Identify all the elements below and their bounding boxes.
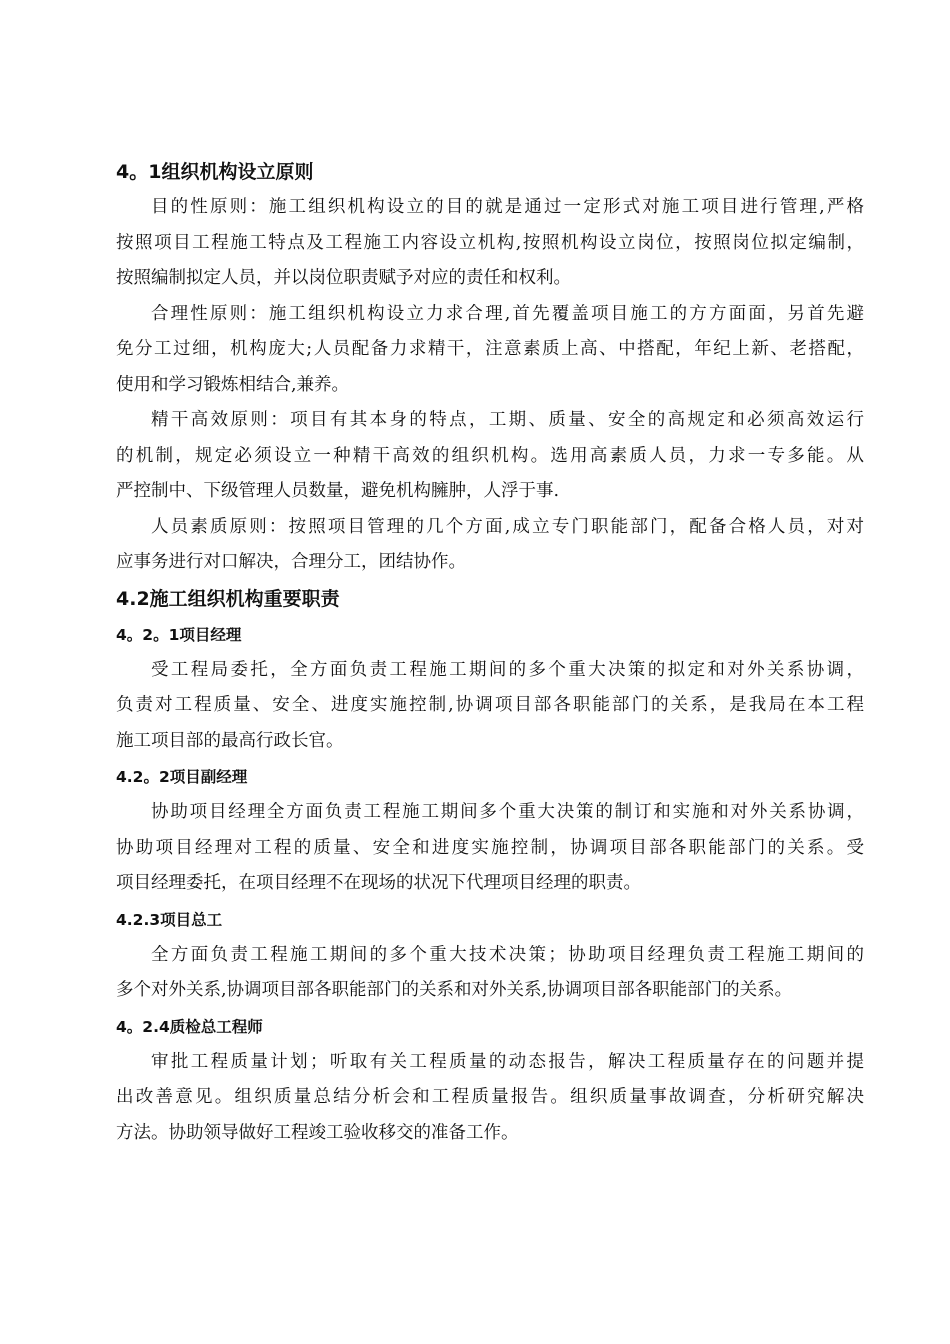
text-line: 合理性原则：施工组织机构设立力求合理,首先覆盖项目施工的方方面面，另首先避 [151,303,864,324]
text-line: 应事务进行对口解决，合理分工，团结协作。 [116,552,466,572]
text-line: 审批工程质量计划；听取有关工程质量的动态报告，解决工程质量存在的问题并提 [151,1051,864,1072]
text-line: 严控制中、下级管理人员数量，避免机构臃肿，人浮于事. [116,481,560,501]
text-line: 按照项目工程施工特点及工程施工内容设立机构,按照机构设立岗位，按照岗位拟定编制， [116,232,864,253]
text-line: 施工项目部的最高行政长官。 [116,730,344,751]
text-line: 全方面负责工程施工期间的多个重大技术决策；协助项目经理负责工程施工期间的 [151,944,864,965]
text-line: 的机制，规定必须设立一种精干高效的组织机构。选用高素质人员，力求一专多能。从 [116,445,864,466]
paragraph-deputy-manager [116,795,864,902]
paragraph-chief-engineer [116,938,864,1009]
paragraph-rationality-principle [116,297,864,404]
text-line: 项目经理委托，在项目经理不在现场的状况下代理项目经理的职责。 [116,873,641,893]
paragraph-purpose-principle [116,190,864,297]
subsection-heading-4-2-1: 4。2。1项目经理 [116,625,242,644]
text-line: 目的性原则：施工组织机构设立的目的就是通过一定形式对施工项目进行管理,严格 [151,197,864,217]
section-heading-4-2: 4.2施工组织机构重要职责 [116,587,340,610]
paragraph-efficiency-principle [116,403,864,510]
text-line: 协助项目经理全方面负责工程施工期间多个重大决策的制订和实施和对外关系协调， [151,802,864,822]
text-line: 免分工过细，机构庞大;人员配备力求精干，注意素质上高、中搭配，年纪上新、老搭配， [116,339,864,359]
subsection-heading-4-2-2: 4.2。2项目副经理 [116,768,248,786]
section-heading-4-1: 4。1组织机构设立原则 [116,161,314,183]
text-line: 负责对工程质量、安全、进度实施控制,协调项目部各职能部门的关系，是我局在本工程 [116,695,864,715]
text-line: 多个对外关系,协调项目部各职能部门的关系和对外关系,协调项目部各职能部门的关系。 [116,980,793,1000]
subsection-heading-4-2-3: 4.2.3项目总工 [116,910,223,929]
text-line: 方法。协助领导做好工程竣工验收移交的准备工作。 [116,1122,519,1143]
paragraph-personnel-principle [116,510,864,581]
text-line: 人员素质原则：按照项目管理的几个方面,成立专门职能部门，配备合格人员，对对 [151,516,864,537]
text-line: 协助项目经理对工程的质量、安全和进度实施控制，协调项目部各职能部门的关系。受 [116,837,864,858]
subsection-heading-4-2-4: 4。2.4质检总工程师 [116,1017,263,1036]
text-line: 受工程局委托，全方面负责工程施工期间的多个重大决策的拟定和对外关系协调， [151,659,864,680]
document-body [116,154,864,1151]
paragraph-quality-engineer [116,1045,864,1152]
text-line: 出改善意见。组织质量总结分析会和工程质量报告。组织质量事故调查，分析研究解决 [116,1087,864,1107]
text-line: 使用和学习锻炼相结合,兼养。 [116,374,350,395]
paragraph-project-manager [116,653,864,760]
text-line: 按照编制拟定人员，并以岗位职责赋予对应的责任和权利。 [116,268,571,288]
text-line: 精干高效原则：项目有其本身的特点，工期、质量、安全的高规定和必须高效运行 [151,410,864,430]
